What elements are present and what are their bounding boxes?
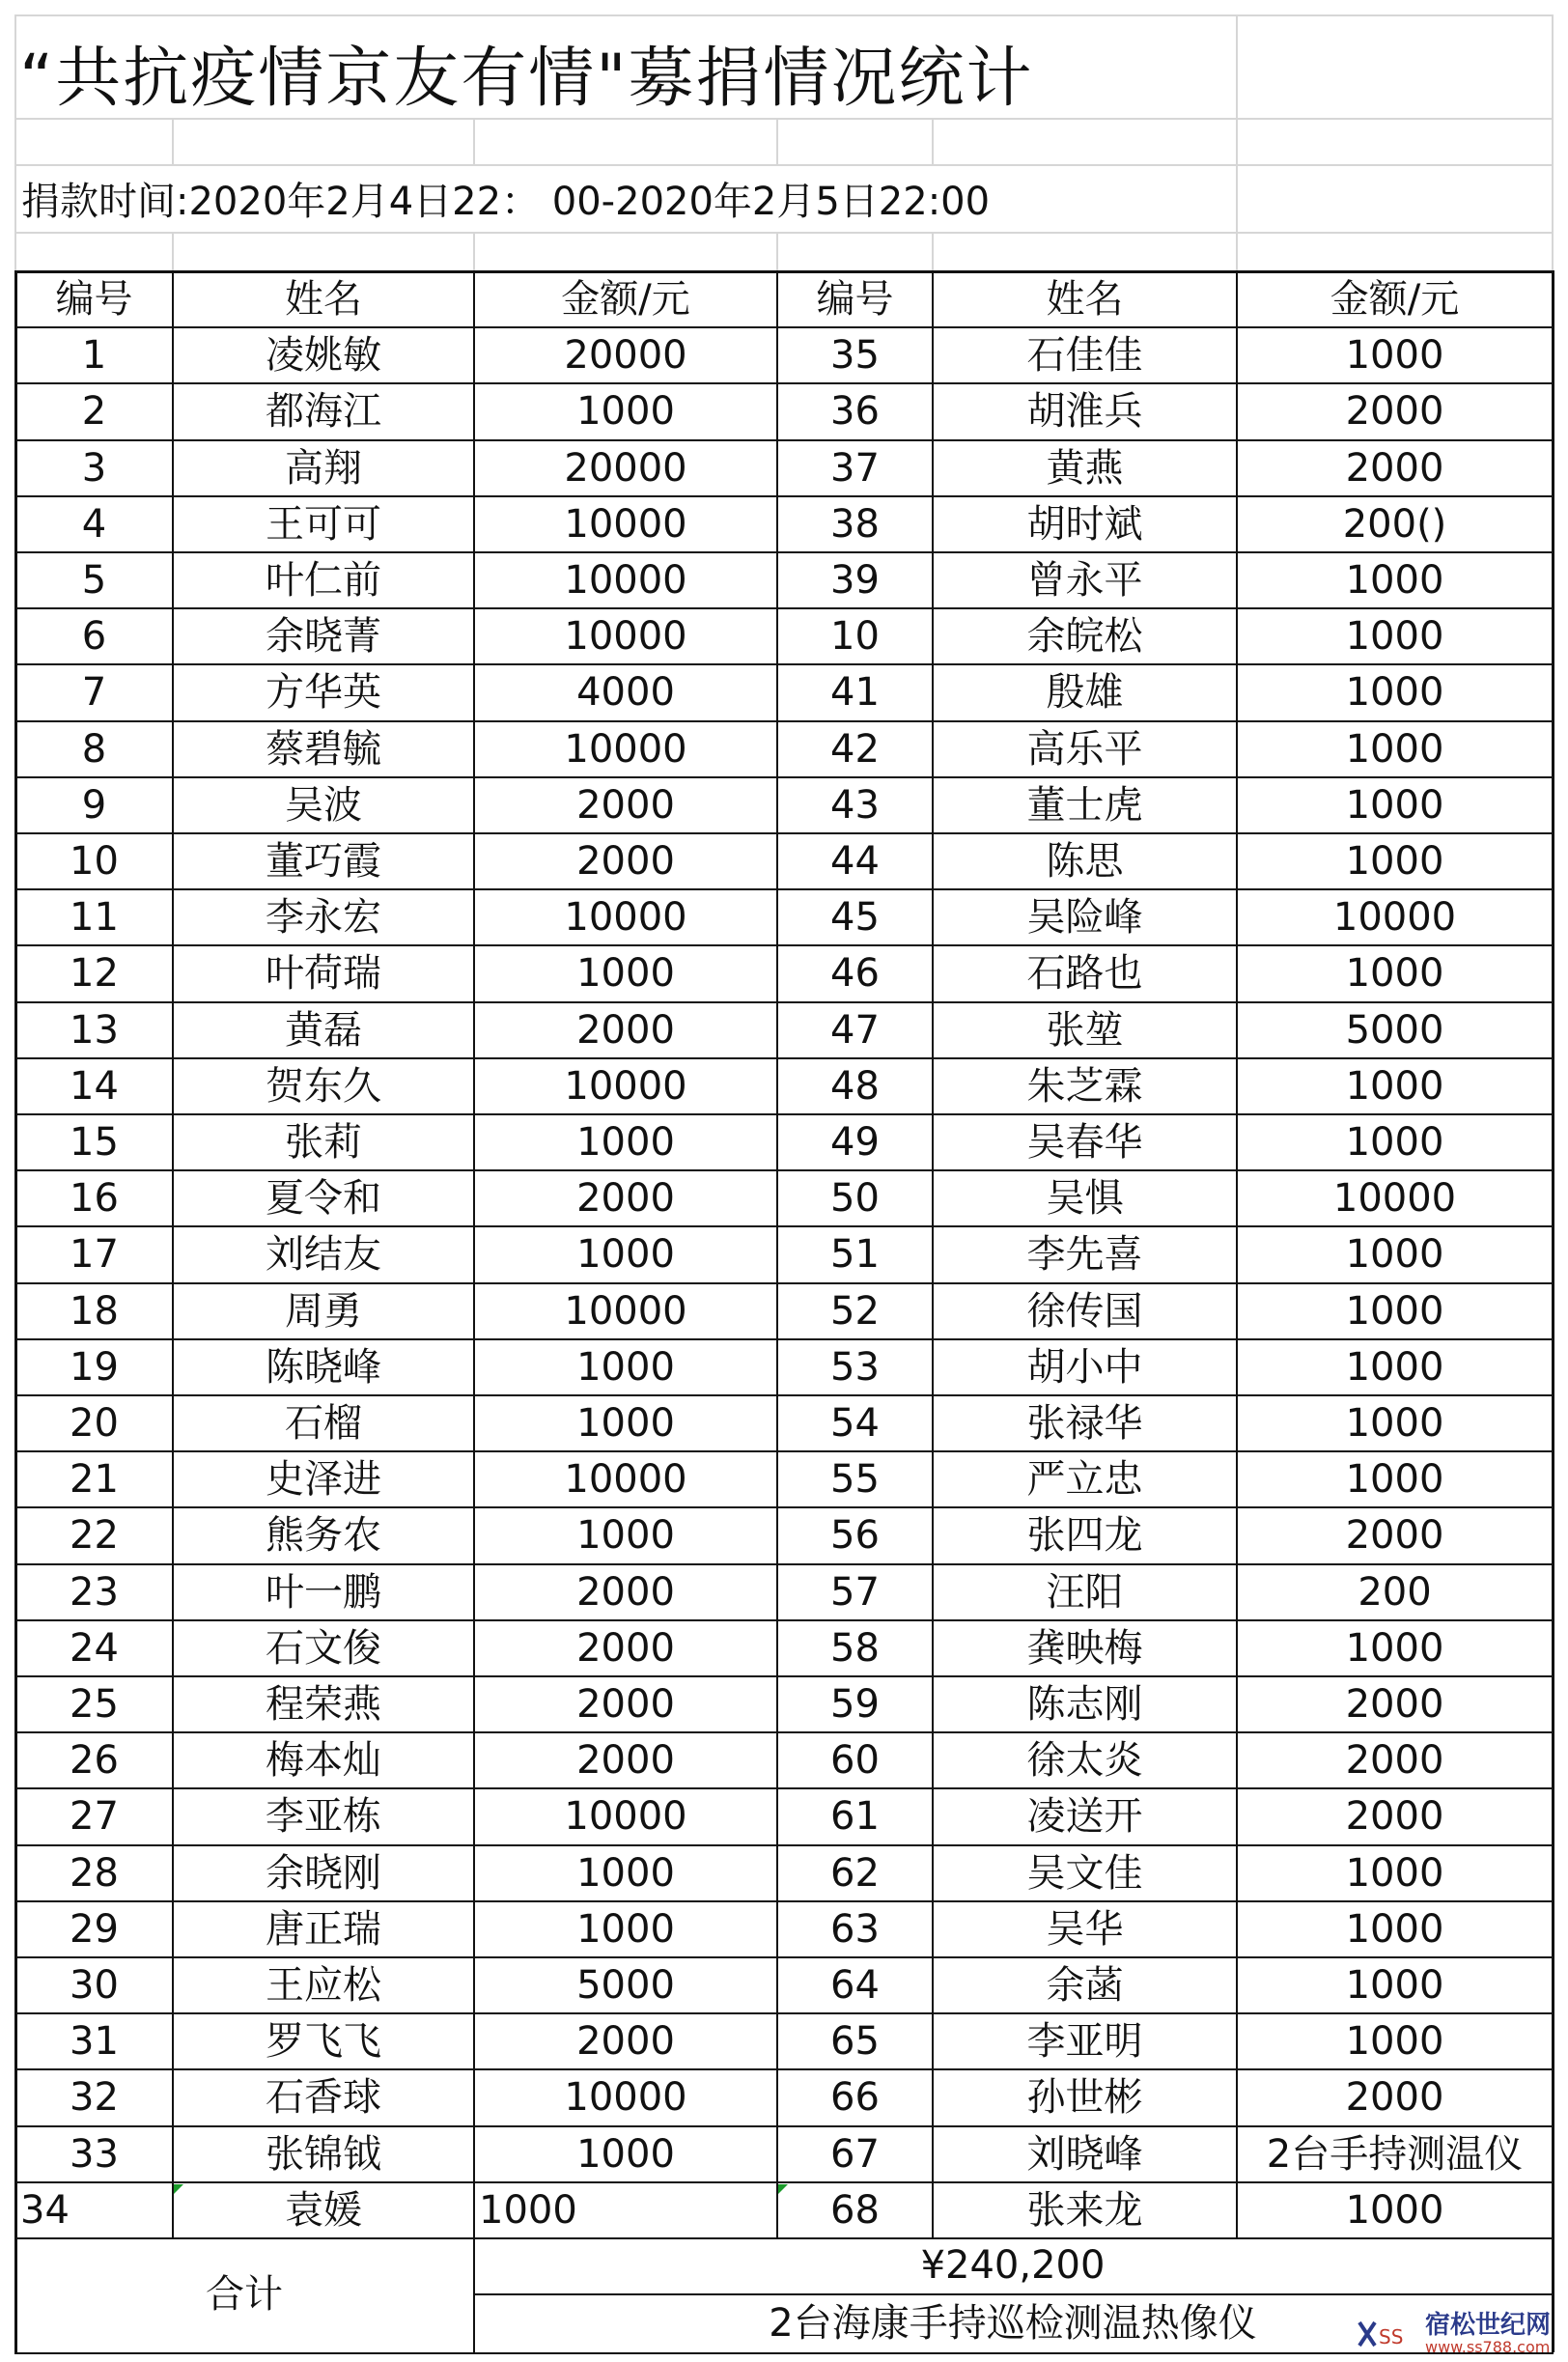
cell-name: 叶一鹏 [266, 1569, 381, 1615]
cell-amount: 1000 [1345, 2019, 1444, 2065]
cell-id: 68 [830, 2187, 880, 2233]
cell-amount: 1000 [1345, 1850, 1444, 1896]
cell-name: 曾永平 [1026, 558, 1143, 604]
cell-id: 4 [81, 501, 107, 547]
cell-amount: 2000 [576, 839, 675, 885]
cell-id: 24 [70, 1625, 119, 1671]
cell-amount: 1000 [1345, 1963, 1444, 2009]
cell-name: 李先喜 [1026, 1232, 1143, 1278]
cell-id: 43 [830, 782, 880, 828]
cell-amount: 10000 [564, 895, 687, 941]
cell-id: 16 [70, 1176, 119, 1222]
cell-amount: 1000 [1345, 951, 1444, 997]
cell-amount: 1000 [479, 2187, 577, 2233]
cell-amount: 2000 [576, 1176, 675, 1222]
cell-amount: 2000 [576, 2019, 675, 2065]
cell-id: 38 [830, 501, 880, 547]
cell-amount: 1000 [1345, 2187, 1444, 2233]
column-header: 编号 [816, 277, 894, 323]
cell-amount: 1000 [576, 1232, 675, 1278]
cell-name: 高翔 [285, 445, 362, 491]
cell-name: 张莉 [285, 1120, 362, 1166]
cell-name: 凌送开 [1026, 1794, 1143, 1840]
cell-id: 2 [81, 389, 107, 435]
cell-id: 3 [81, 445, 107, 491]
cell-id: 67 [830, 2131, 880, 2177]
cell-id: 45 [830, 895, 880, 941]
cell-amount: 2000 [1345, 1513, 1444, 1559]
cell-amount: 2000 [576, 1569, 675, 1615]
cell-id: 19 [70, 1344, 119, 1390]
cell-id: 10 [830, 614, 880, 660]
cell-amount: 200() [1342, 501, 1447, 547]
cell-amount: 1000 [576, 1906, 675, 1952]
cell-amount: 10000 [564, 501, 687, 547]
cell-name: 张堃 [1046, 1007, 1124, 1053]
watermark [1356, 2312, 1551, 2356]
cell-id: 33 [70, 2131, 119, 2177]
cell-name: 陈思 [1046, 839, 1124, 885]
cell-amount: 1000 [1345, 1344, 1444, 1390]
cell-amount: 1000 [1345, 1288, 1444, 1334]
cell-name: 胡淮兵 [1026, 389, 1143, 435]
cell-amount: 10000 [1332, 1176, 1457, 1222]
cell-name: 唐正瑞 [266, 1906, 381, 1952]
cell-id: 12 [70, 951, 119, 997]
cell-name: 李亚栋 [266, 1794, 381, 1840]
site-url: www.ss788.com [1424, 2338, 1551, 2357]
cell-amount: 1000 [1345, 333, 1444, 379]
cell-id: 34 [20, 2187, 70, 2233]
cell-id: 13 [70, 1007, 119, 1053]
cell-amount: 1000 [1345, 1457, 1444, 1503]
cell-name: 孙世彬 [1026, 2075, 1143, 2121]
svg-text:SS: SS [1378, 2324, 1404, 2348]
cell-name: 龚映梅 [1026, 1625, 1143, 1671]
cell-name: 朱芝霖 [1026, 1063, 1143, 1109]
cell-name: 刘晓峰 [1026, 2131, 1143, 2177]
cell-name: 吴惧 [1046, 1176, 1124, 1222]
cell-amount: 1000 [1345, 558, 1444, 604]
cell-id: 5 [81, 558, 107, 604]
cell-id: 57 [830, 1569, 880, 1615]
cell-amount: 1000 [1345, 1063, 1444, 1109]
cell-name: 罗飞飞 [266, 2019, 381, 2065]
cell-name: 李亚明 [1026, 2019, 1143, 2065]
cell-name: 张禄华 [1026, 1401, 1143, 1447]
cell-id: 65 [830, 2019, 880, 2065]
cell-id: 35 [830, 333, 880, 379]
cell-id: 41 [830, 670, 880, 716]
cell-name: 陈晓峰 [266, 1344, 381, 1390]
cell-name: 石路也 [1026, 951, 1143, 997]
cell-name: 余晓菁 [266, 614, 381, 660]
cell-amount: 1000 [1345, 670, 1444, 716]
cell-id: 6 [81, 614, 107, 660]
total-label: 合计 [206, 2272, 283, 2317]
cell-amount: 1000 [576, 1344, 675, 1390]
cell-amount: 1000 [576, 389, 675, 435]
cell-id: 10 [70, 839, 119, 885]
cell-id: 21 [70, 1457, 119, 1503]
cell-name: 蔡碧毓 [266, 726, 381, 772]
cell-name: 石佳佳 [1026, 333, 1143, 379]
cell-name: 王可可 [266, 501, 381, 547]
cell-name: 方华英 [266, 670, 381, 716]
cell-amount: 2000 [1345, 2075, 1444, 2121]
cell-amount: 10000 [564, 614, 687, 660]
cell-amount: 1000 [576, 1120, 675, 1166]
cell-name: 夏令和 [266, 1176, 381, 1222]
cell-id: 53 [830, 1344, 880, 1390]
cell-id: 60 [830, 1738, 880, 1784]
cell-id: 47 [830, 1007, 880, 1053]
cell-id: 39 [830, 558, 880, 604]
cell-name: 石文俊 [266, 1625, 381, 1671]
cell-amount: 1000 [1345, 782, 1444, 828]
cell-amount: 1000 [576, 2131, 675, 2177]
cell-name: 张锦钺 [266, 2131, 381, 2177]
cell-id: 58 [830, 1625, 880, 1671]
cell-amount: 10000 [564, 2075, 687, 2121]
cell-name: 周勇 [285, 1288, 362, 1334]
cell-id: 54 [830, 1401, 880, 1447]
cell-id: 7 [81, 670, 107, 716]
cell-name: 黄磊 [285, 1007, 362, 1053]
cell-name: 程荣燕 [266, 1682, 381, 1728]
cell-amount: 10000 [564, 558, 687, 604]
cell-amount: 1000 [1345, 1232, 1444, 1278]
cell-amount: 10000 [1332, 895, 1457, 941]
cell-amount: 10000 [564, 1288, 687, 1334]
cell-amount: 2台手持测温仪 [1266, 2131, 1524, 2177]
cell-name: 徐传国 [1026, 1288, 1143, 1334]
cell-name: 严立忠 [1026, 1457, 1143, 1503]
cell-amount: 1000 [1345, 614, 1444, 660]
cell-amount: 1000 [1345, 1401, 1444, 1447]
cell-amount: 5000 [576, 1963, 675, 2009]
cell-id: 29 [70, 1906, 119, 1952]
cell-id: 55 [830, 1457, 880, 1503]
cell-name: 余晓刚 [266, 1850, 381, 1896]
cell-name: 黄燕 [1046, 445, 1124, 491]
cell-id: 61 [830, 1794, 880, 1840]
cell-name: 王应松 [266, 1963, 381, 2009]
cell-amount: 10000 [564, 1063, 687, 1109]
cell-id: 42 [830, 726, 880, 772]
cell-amount: 20000 [564, 333, 687, 379]
cell-amount: 1000 [576, 1513, 675, 1559]
cell-name: 吴文佳 [1026, 1850, 1143, 1896]
cell-name: 董巧霞 [266, 839, 381, 885]
cell-name: 殷雄 [1046, 670, 1124, 716]
cell-name: 袁媛 [285, 2187, 362, 2233]
cell-amount: 1000 [1345, 1906, 1444, 1952]
cell-id: 11 [70, 895, 119, 941]
cell-name: 张来龙 [1026, 2187, 1143, 2233]
cell-id: 31 [70, 2019, 119, 2065]
cell-amount: 1000 [1345, 1120, 1444, 1166]
total-amount: ¥240,200 [920, 2243, 1106, 2288]
cell-id: 17 [70, 1232, 119, 1278]
cell-id: 62 [830, 1850, 880, 1896]
cell-amount: 1000 [576, 951, 675, 997]
cell-id: 26 [70, 1738, 119, 1784]
cell-id: 28 [70, 1850, 119, 1896]
cell-amount: 2000 [576, 1682, 675, 1728]
cell-amount: 2000 [576, 782, 675, 828]
donation-period: 捐款时间:2020年2月4日22： 00-2020年2月5日22:00 [21, 179, 991, 224]
cell-id: 15 [70, 1120, 119, 1166]
cell-name: 陈志刚 [1026, 1682, 1143, 1728]
cell-error-indicator [174, 2184, 183, 2194]
cell-id: 64 [830, 1963, 880, 2009]
cell-amount: 2000 [576, 1738, 675, 1784]
cell-id: 48 [830, 1063, 880, 1109]
cell-name: 吴波 [285, 782, 362, 828]
cell-id: 14 [70, 1063, 119, 1109]
cell-name: 贺东久 [266, 1063, 381, 1109]
cell-amount: 1000 [1345, 1625, 1444, 1671]
cell-name: 汪阳 [1046, 1569, 1124, 1615]
site-name: 宿松世纪网 [1424, 2310, 1551, 2340]
cell-id: 9 [81, 782, 107, 828]
cell-amount: 1000 [1345, 839, 1444, 885]
cell-amount: 2000 [576, 1007, 675, 1053]
cell-name: 叶仁前 [266, 558, 381, 604]
cell-amount: 2000 [576, 1625, 675, 1671]
cell-id: 37 [830, 445, 880, 491]
cell-name: 董士虎 [1026, 782, 1143, 828]
cell-name: 石榴 [285, 1401, 362, 1447]
cell-amount: 2000 [1345, 389, 1444, 435]
cell-id: 20 [70, 1401, 119, 1447]
cell-id: 27 [70, 1794, 119, 1840]
cell-id: 59 [830, 1682, 880, 1728]
column-header: 编号 [55, 277, 133, 323]
cell-amount: 20000 [564, 445, 687, 491]
cell-amount: 1000 [1345, 726, 1444, 772]
cell-amount: 1000 [576, 1401, 675, 1447]
cell-id: 22 [70, 1513, 119, 1559]
cell-name: 凌姚敏 [266, 333, 381, 379]
cell-amount: 1000 [576, 1850, 675, 1896]
cell-amount: 2000 [1345, 445, 1444, 491]
site-logo-icon [1356, 2315, 1417, 2353]
cell-id: 46 [830, 951, 880, 997]
cell-id: 23 [70, 1569, 119, 1615]
cell-id: 56 [830, 1513, 880, 1559]
column-header: 姓名 [1046, 277, 1124, 323]
cell-id: 52 [830, 1288, 880, 1334]
cell-id: 49 [830, 1120, 880, 1166]
cell-name: 都海江 [266, 389, 381, 435]
cell-id: 63 [830, 1906, 880, 1952]
cell-id: 36 [830, 389, 880, 435]
cell-name: 叶荷瑞 [266, 951, 381, 997]
cell-name: 徐太炎 [1026, 1738, 1143, 1784]
cell-id: 32 [70, 2075, 119, 2121]
column-header: 姓名 [285, 277, 362, 323]
cell-amount: 200 [1358, 1569, 1432, 1615]
column-header: 金额/元 [561, 277, 690, 323]
cell-name: 胡时斌 [1026, 501, 1143, 547]
cell-name: 吴险峰 [1026, 895, 1143, 941]
cell-name: 史泽进 [266, 1457, 381, 1503]
cell-amount: 10000 [564, 726, 687, 772]
cell-name: 李永宏 [266, 895, 381, 941]
page-title: “共抗疫情京友有情"募捐情况统计 [19, 40, 1034, 117]
cell-name: 余皖松 [1026, 614, 1143, 660]
cell-name: 刘结友 [266, 1232, 381, 1278]
cell-amount: 2000 [1345, 1794, 1444, 1840]
cell-name: 余菡 [1046, 1963, 1124, 2009]
cell-error-indicator [778, 2184, 788, 2194]
cell-amount: 5000 [1345, 1007, 1444, 1053]
cell-id: 1 [81, 333, 107, 379]
cell-id: 8 [81, 726, 107, 772]
cell-id: 66 [830, 2075, 880, 2121]
cell-amount: 4000 [576, 670, 675, 716]
cell-amount: 2000 [1345, 1682, 1444, 1728]
column-header: 金额/元 [1330, 277, 1460, 323]
cell-id: 51 [830, 1232, 880, 1278]
cell-name: 高乐平 [1026, 726, 1143, 772]
cell-id: 18 [70, 1288, 119, 1334]
cell-name: 梅本灿 [266, 1738, 381, 1784]
cell-id: 30 [70, 1963, 119, 2009]
cell-name: 石香球 [266, 2075, 381, 2121]
cell-amount: 10000 [564, 1794, 687, 1840]
total-note: 2台海康手持巡检测温热像仪 [769, 2301, 1257, 2346]
cell-name: 张四龙 [1026, 1513, 1143, 1559]
cell-id: 25 [70, 1682, 119, 1728]
cell-id: 44 [830, 839, 880, 885]
cell-id: 50 [830, 1176, 880, 1222]
cell-amount: 10000 [564, 1457, 687, 1503]
cell-name: 熊务农 [266, 1513, 381, 1559]
cell-name: 吴华 [1046, 1906, 1124, 1952]
cell-amount: 2000 [1345, 1738, 1444, 1784]
cell-name: 胡小中 [1026, 1344, 1143, 1390]
cell-name: 吴春华 [1026, 1120, 1143, 1166]
